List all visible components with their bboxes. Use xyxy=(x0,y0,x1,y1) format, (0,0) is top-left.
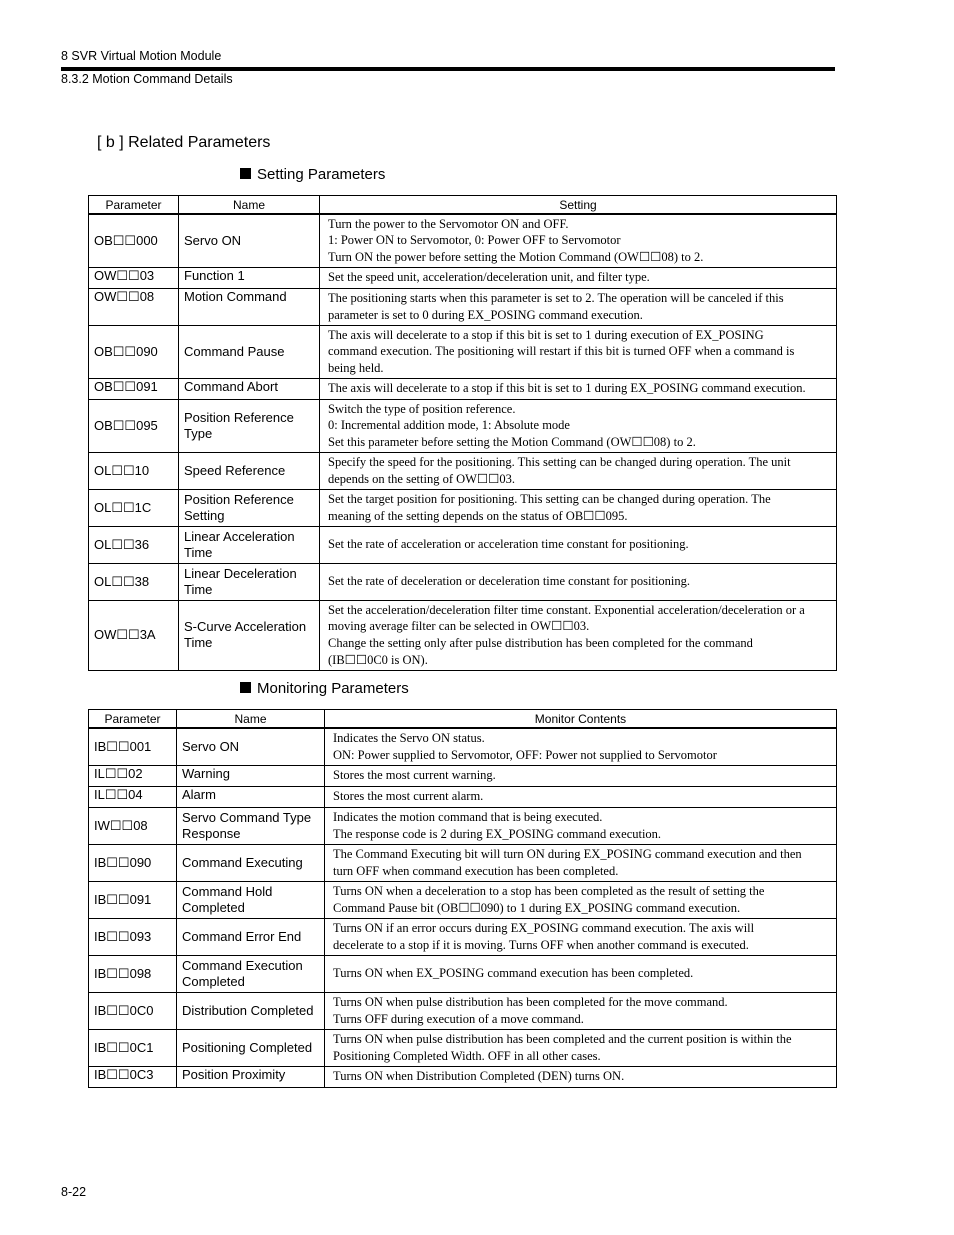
description-line: moving average filter can be selected in OW☐☐03. xyxy=(328,619,590,634)
name-line: Command Hold xyxy=(182,883,273,899)
column-header-parameter: Parameter xyxy=(89,196,179,215)
description-cell xyxy=(325,786,837,807)
description-line: Set the speed unit, acceleration/deceleration unit, and filter type. xyxy=(328,270,650,285)
description-cell xyxy=(325,955,837,992)
name-cell xyxy=(177,1029,325,1066)
description-cell xyxy=(325,765,837,786)
description-cell xyxy=(320,489,837,526)
description-line: depends on the setting of OW☐☐03. xyxy=(328,471,515,486)
description-cell xyxy=(325,844,837,881)
name-cell xyxy=(177,765,325,786)
description-line: Indicates the Servo ON status. xyxy=(333,731,485,746)
description-cell xyxy=(320,288,837,325)
name-line: Motion Command xyxy=(184,288,287,304)
table-row xyxy=(89,765,837,786)
name-line: Linear Acceleration xyxy=(184,528,295,544)
table-row xyxy=(89,378,837,399)
name-line: S-Curve Acceleration xyxy=(184,619,307,634)
name-line: Warning xyxy=(182,765,230,781)
name-line: Command Pause xyxy=(184,343,285,359)
description-line: turn OFF when command execution has been completed. xyxy=(333,863,619,878)
table-row xyxy=(89,992,837,1029)
description-cell xyxy=(320,563,837,600)
description-line: Set the acceleration/deceleration filter time constant. Exponential acceleration/deceleration or a xyxy=(328,602,805,617)
description-line: Indicates the motion command that is being executed. xyxy=(333,809,603,824)
monitoring-parameters-table xyxy=(88,709,837,1088)
name-line: Time xyxy=(184,544,213,560)
description-cell xyxy=(320,214,837,267)
description-cell xyxy=(320,399,837,452)
name-cell xyxy=(179,378,320,399)
description-line: Positioning Completed Width. OFF in all other cases. xyxy=(333,1048,601,1063)
chapter-header: 8 SVR Virtual Motion Module xyxy=(61,49,222,63)
name-line: Setting xyxy=(184,507,225,523)
description-cell xyxy=(320,452,837,489)
parameter-cell: OW☐☐08 xyxy=(89,288,179,325)
name-line: Completed xyxy=(182,899,245,915)
table-row xyxy=(89,955,837,992)
description-cell xyxy=(325,992,837,1029)
name-line: Type xyxy=(184,425,213,441)
column-header-name: Name xyxy=(179,196,320,215)
related-parameters-heading: [ b ] Related Parameters xyxy=(97,134,271,151)
name-cell xyxy=(179,563,320,600)
parameter-cell: IW☐☐08 xyxy=(89,807,177,844)
parameter-cell: IB☐☐0C3 xyxy=(89,1066,177,1087)
description-line: Turns ON when a deceleration to a stop has been completed as the result of setting the xyxy=(333,883,765,898)
description-line: Command Pause bit (OB☐☐090) to 1 during EX_POSING command execution. xyxy=(333,900,741,915)
table-row xyxy=(89,786,837,807)
description-line: Turns ON when pulse distribution has been completed for the move command. xyxy=(333,994,728,1009)
description-line: ON: Power supplied to Servomotor, OFF: Power not supplied to Servomotor xyxy=(333,747,717,762)
description-line: meaning of the setting depends on the status of OB☐☐095. xyxy=(328,508,628,523)
name-cell xyxy=(179,288,320,325)
name-cell xyxy=(177,1066,325,1087)
description-line: Turns ON if an error occurs during EX_POSING command execution. The axis will xyxy=(333,920,755,935)
column-header-name: Name xyxy=(177,710,325,729)
parameter-cell: OL☐☐1C xyxy=(89,489,179,526)
name-cell xyxy=(177,786,325,807)
description-line: Turn the power to the Servomotor ON and OFF. xyxy=(328,216,569,231)
description-cell xyxy=(325,1066,837,1087)
description-line: Stores the most current alarm. xyxy=(333,789,484,804)
description-cell xyxy=(325,918,837,955)
description-line: decelerate to a stop if it is moving. Turns OFF when another command is executed. xyxy=(333,937,749,952)
table-row xyxy=(89,489,837,526)
setting-parameters-heading xyxy=(240,166,385,183)
name-line: Servo ON xyxy=(182,738,240,754)
column-header-monitor-contents: Monitor Contents xyxy=(325,710,837,729)
table-row xyxy=(89,399,837,452)
table-row xyxy=(89,267,837,288)
parameter-cell: OL☐☐10 xyxy=(89,452,179,489)
description-line: 0: Incremental addition mode, 1: Absolute mode xyxy=(328,418,570,433)
name-line: Time xyxy=(184,581,213,597)
parameter-cell: IB☐☐090 xyxy=(89,844,177,881)
table-row xyxy=(89,844,837,881)
table-row xyxy=(89,881,837,918)
name-cell xyxy=(179,214,320,267)
table-row xyxy=(89,600,837,670)
description-line: Turns ON when EX_POSING command execution has been completed. xyxy=(333,966,694,981)
name-cell xyxy=(177,955,325,992)
table-row xyxy=(89,288,837,325)
description-line: Switch the type of position reference. xyxy=(328,401,516,416)
description-cell xyxy=(320,526,837,563)
parameter-cell: OB☐☐091 xyxy=(89,378,179,399)
name-line: Command Error End xyxy=(182,928,302,944)
description-line: The axis will decelerate to a stop if this bit is set to 1 during execution of EX_POSING xyxy=(328,327,764,342)
name-cell xyxy=(177,992,325,1029)
name-line: Command Abort xyxy=(184,378,278,394)
parameter-cell: IB☐☐098 xyxy=(89,955,177,992)
table-row xyxy=(89,214,837,267)
monitoring-parameters-heading xyxy=(240,680,409,697)
description-line: 1: Power ON to Servomotor, 0: Power OFF to Servomotor xyxy=(328,233,621,248)
description-cell xyxy=(320,600,837,670)
name-line: Position Proximity xyxy=(182,1066,286,1082)
header-rule xyxy=(61,67,835,71)
description-line: Change the setting only after pulse distribution has been completed for the command xyxy=(328,636,753,650)
name-cell xyxy=(179,526,320,563)
description-line: Stores the most current warning. xyxy=(333,768,496,783)
setting-parameters-table xyxy=(88,195,837,671)
name-cell xyxy=(179,325,320,378)
column-header-setting: Setting xyxy=(320,196,837,215)
description-line: parameter is set to 0 during EX_POSING command execution. xyxy=(328,307,643,322)
table-row xyxy=(89,563,837,600)
table-row xyxy=(89,807,837,844)
name-cell xyxy=(177,844,325,881)
description-line: The axis will decelerate to a stop if this bit is set to 1 during EX_POSING command execution. xyxy=(328,381,806,396)
description-line: The positioning starts when this parameter is set to 2. The operation will be canceled if this xyxy=(328,290,784,305)
table-row xyxy=(89,325,837,378)
name-line: Positioning Completed xyxy=(182,1039,313,1055)
name-cell xyxy=(179,399,320,452)
name-cell xyxy=(177,807,325,844)
description-cell xyxy=(325,1029,837,1066)
description-cell xyxy=(325,881,837,918)
description-cell xyxy=(325,807,837,844)
name-cell xyxy=(177,728,325,765)
description-line: Turn ON the power before setting the Motion Command (OW☐☐08) to 2. xyxy=(328,250,704,265)
name-cell xyxy=(177,918,325,955)
parameter-cell: IB☐☐001 xyxy=(89,728,177,765)
monitoring-parameters-title: Monitoring Parameters xyxy=(257,680,409,697)
name-line: Completed xyxy=(182,973,245,989)
description-line: The Command Executing bit will turn ON during EX_POSING command execution and then xyxy=(333,846,802,861)
table-row xyxy=(89,918,837,955)
name-cell xyxy=(179,489,320,526)
name-line: Command Execution xyxy=(182,957,303,973)
setting-parameters-title: Setting Parameters xyxy=(257,166,386,183)
name-line: Function 1 xyxy=(184,267,245,283)
table-row xyxy=(89,728,837,765)
name-line: Speed Reference xyxy=(184,462,286,478)
square-bullet-icon xyxy=(240,682,251,693)
description-line: Set this parameter before setting the Motion Command (OW☐☐08) to 2. xyxy=(328,434,696,449)
description-line: Set the rate of acceleration or acceleration time constant for positioning. xyxy=(328,537,689,552)
description-line: Set the rate of deceleration or deceleration time constant for positioning. xyxy=(328,574,691,589)
name-line: Distribution Completed xyxy=(182,1002,314,1018)
parameter-cell: OL☐☐38 xyxy=(89,563,179,600)
description-line: Turns OFF during execution of a move command. xyxy=(333,1011,584,1026)
page-number: 8-22 xyxy=(61,1185,87,1199)
table-row xyxy=(89,1066,837,1087)
column-header-parameter: Parameter xyxy=(89,710,177,729)
description-cell xyxy=(325,728,837,765)
name-line: Time xyxy=(184,635,213,650)
description-line: Set the target position for positioning. This setting can be changed during operation. The xyxy=(328,491,771,506)
section-header: 8.3.2 Motion Command Details xyxy=(61,72,233,86)
description-cell xyxy=(320,378,837,399)
parameter-cell: OB☐☐095 xyxy=(89,399,179,452)
name-line: Linear Deceleration xyxy=(184,565,297,581)
description-line: being held. xyxy=(328,360,384,375)
description-line: Turns ON when Distribution Completed (DEN) turns ON. xyxy=(333,1069,625,1084)
parameter-cell: IL☐☐04 xyxy=(89,786,177,807)
parameter-cell: IB☐☐091 xyxy=(89,881,177,918)
name-line: Alarm xyxy=(182,786,216,802)
table-row xyxy=(89,526,837,563)
description-line: Turns ON when pulse distribution has been completed and the current position is within the xyxy=(333,1031,792,1046)
parameter-cell: OB☐☐000 xyxy=(89,214,179,267)
description-cell xyxy=(320,267,837,288)
parameter-cell: OB☐☐090 xyxy=(89,325,179,378)
parameter-cell: OL☐☐36 xyxy=(89,526,179,563)
parameter-cell: OW☐☐3A xyxy=(89,600,179,670)
parameter-cell: OW☐☐03 xyxy=(89,267,179,288)
parameter-cell: IB☐☐0C0 xyxy=(89,992,177,1029)
parameter-cell: IL☐☐02 xyxy=(89,765,177,786)
name-line: Servo Command Type xyxy=(182,809,312,825)
description-cell xyxy=(320,325,837,378)
name-line: Position Reference xyxy=(184,409,294,425)
description-line: (IB☐☐0C0 is ON). xyxy=(328,652,428,667)
name-cell xyxy=(177,881,325,918)
parameter-cell: IB☐☐0C1 xyxy=(89,1029,177,1066)
description-line: The response code is 2 during EX_POSING command execution. xyxy=(333,826,662,841)
name-cell xyxy=(179,600,320,670)
description-line: command execution. The positioning will restart if this bit is turned OFF when a command is xyxy=(328,344,795,359)
name-line: Servo ON xyxy=(184,232,242,248)
name-line: Command Executing xyxy=(182,854,303,870)
description-line: Specify the speed for the positioning. This setting can be changed during operation. The unit xyxy=(328,454,791,469)
name-line: Response xyxy=(182,825,241,841)
name-cell xyxy=(179,267,320,288)
square-bullet-icon xyxy=(240,168,251,179)
table-row xyxy=(89,1029,837,1066)
name-line: Position Reference xyxy=(184,491,294,507)
table-row xyxy=(89,452,837,489)
name-cell xyxy=(179,452,320,489)
parameter-cell: IB☐☐093 xyxy=(89,918,177,955)
